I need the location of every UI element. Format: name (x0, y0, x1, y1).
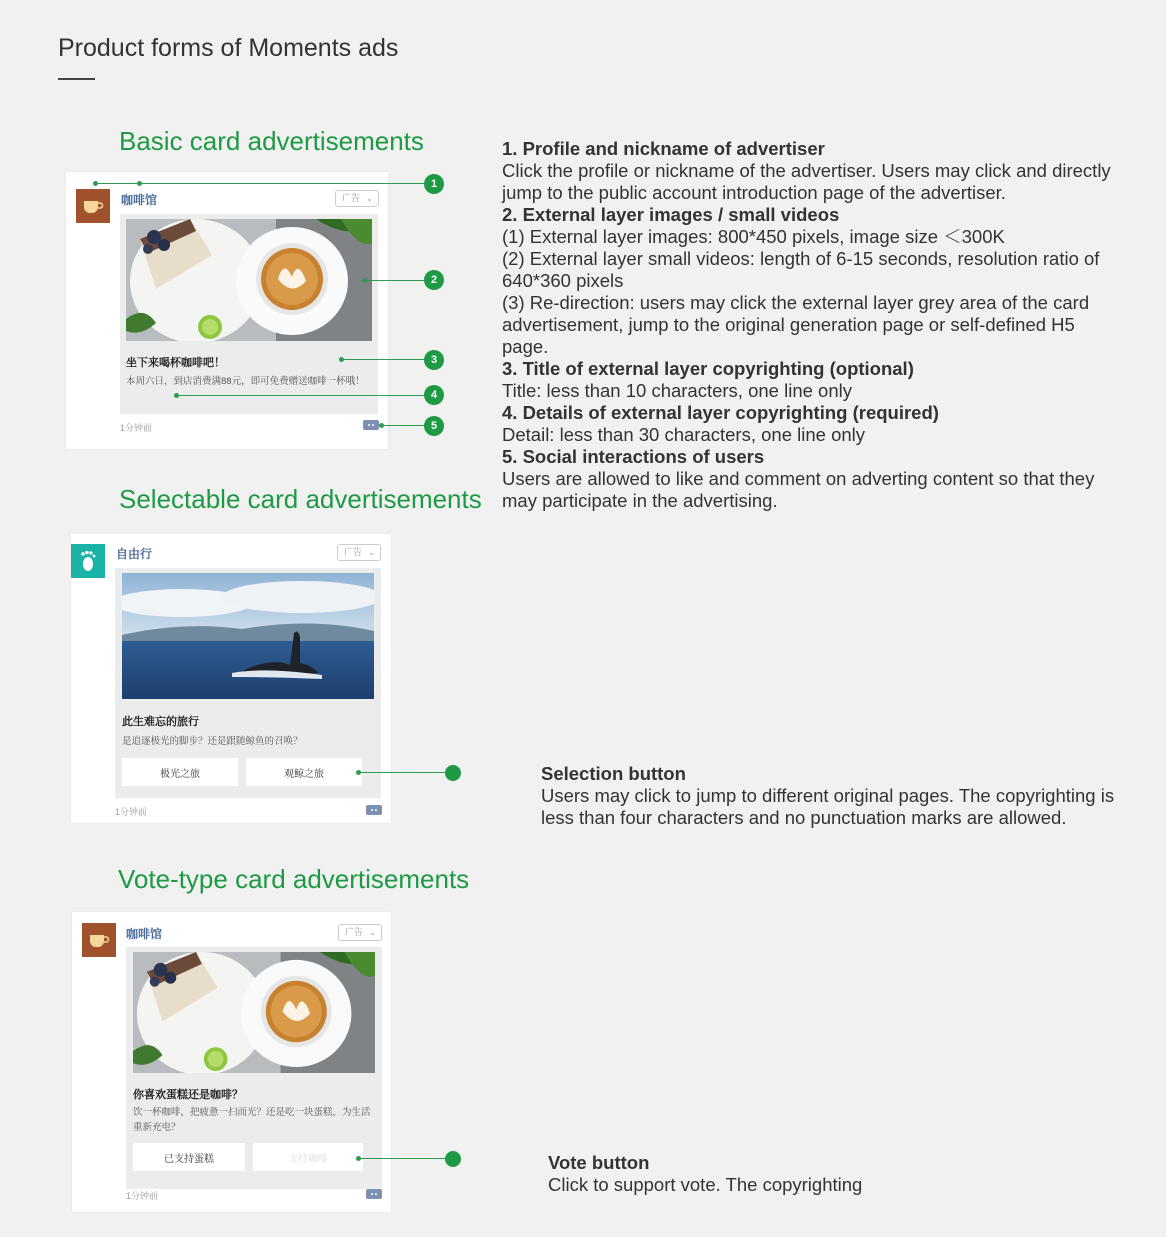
vote-button-note (548, 1152, 1108, 1196)
coffee-cup-icon (88, 932, 110, 948)
card-description: 本周六日，到店消费满88元，即可免费赠送咖啡一杯哦！ (126, 376, 365, 387)
selection-button-note (541, 763, 1116, 829)
card-description: 饮一杯咖啡，把疲惫一扫而光？还是吃一块蛋糕，为生活重新充电？ (133, 1107, 371, 1133)
ad-tag[interactable]: 广告 ⌄ (335, 190, 379, 207)
page-title: Product forms of Moments ads (58, 34, 399, 62)
item-3-text: Title: less than 10 characters, one line only (502, 380, 852, 401)
callout-line-4 (176, 395, 426, 396)
coffee-cup-icon (82, 198, 104, 214)
item-4-text: Detail: less than 30 characters, one line only (502, 424, 866, 445)
selection-note-heading: Selection button (541, 763, 686, 784)
vote-card-ad[interactable] (72, 912, 391, 1212)
item-2-heading: 2. External layer images / small videos (502, 204, 840, 225)
vote-note-heading: Vote button (548, 1152, 650, 1173)
vote-callout-line (358, 1158, 450, 1159)
option-button-aurora[interactable]: 极光之旅 (122, 758, 238, 786)
callout-number-4: 4 (424, 385, 444, 405)
ad-tag[interactable]: 广告 ⌄ (337, 544, 381, 561)
selection-callout-line (358, 772, 450, 773)
selection-callout-marker (445, 765, 461, 781)
post-time: 1分钟前 (120, 423, 153, 433)
comment-icon[interactable] (363, 420, 379, 430)
basic-card-heading: Basic card advertisements (119, 126, 424, 156)
footprint-icon (78, 550, 98, 572)
card-title: 你喜欢蛋糕还是咖啡？ (133, 1089, 243, 1101)
item-2-line-2: (2) External layer small videos: length of 6-15 seconds, resolution ratio of 640*360 pixels (502, 248, 1100, 291)
coffee-and-cake-photo[interactable] (133, 952, 375, 1073)
callout-number-1: 1 (424, 174, 444, 194)
callout-line-5 (381, 425, 426, 426)
chevron-down-icon: ⌄ (368, 548, 375, 557)
vote-callout-marker (445, 1151, 461, 1167)
chevron-down-icon: ⌄ (369, 928, 376, 937)
comment-icon[interactable] (366, 1189, 382, 1199)
item-5-heading: 5. Social interactions of users (502, 446, 765, 467)
item-2-line-1: (1) External layer images: 800*450 pixels, image size ＜300K (502, 226, 1005, 247)
vote-button-coffee[interactable]: 支持咖啡 (253, 1143, 363, 1171)
basic-card-description (502, 138, 1112, 512)
advertiser-avatar[interactable] (76, 189, 110, 223)
callout-line-1 (95, 183, 425, 184)
post-time: 1分钟前 (126, 1191, 159, 1201)
advertiser-nickname[interactable]: 自由行 (116, 547, 153, 561)
card-description: 是追逐极光的脚步？还是跟随鲸鱼的召唤？ (122, 736, 303, 747)
item-1-heading: 1. Profile and nickname of advertiser (502, 138, 825, 159)
selection-note-text: Users may click to jump to different original pages. The copyrighting is less than four characters and no punctuation marks are allowed. (541, 785, 1115, 828)
item-3-heading: 3. Title of external layer copyrighting (optional) (502, 358, 914, 379)
callout-line-3 (341, 359, 426, 360)
callout-line-2 (364, 280, 426, 281)
selectable-card-ad[interactable] (71, 534, 391, 823)
card-title: 坐下来喝杯咖啡吧！ (126, 357, 225, 369)
advertiser-nickname[interactable]: 咖啡馆 (121, 193, 158, 207)
card-title: 此生难忘的旅行 (122, 716, 199, 728)
selectable-card-heading: Selectable card advertisements (119, 484, 482, 514)
item-5-text: Users are allowed to like and comment on adverting content so that they may participate in the advertising. (502, 468, 1095, 511)
title-underline (58, 78, 95, 80)
callout-number-2: 2 (424, 270, 444, 290)
item-4-heading: 4. Details of external layer copyrighting (required) (502, 402, 939, 423)
coffee-and-cake-photo[interactable] (126, 219, 372, 341)
basic-card-ad[interactable] (66, 172, 388, 449)
ad-tag[interactable]: 广告 ⌄ (338, 924, 382, 941)
advertiser-avatar[interactable] (71, 544, 105, 578)
vote-button-cake[interactable]: 已支持蛋糕 (133, 1143, 245, 1171)
whale-ocean-photo[interactable] (122, 573, 374, 699)
chevron-down-icon: ⌄ (366, 194, 373, 203)
vote-card-heading: Vote-type card advertisements (118, 864, 470, 894)
vote-note-text: Click to support vote. The copyrighting (548, 1174, 863, 1195)
item-2-line-3: (3) Re-direction: users may click the external layer grey area of the card advertisement, jump to the original generation page or self-defined H5 page. (502, 292, 1090, 357)
callout-number-3: 3 (424, 350, 444, 370)
comment-icon[interactable] (366, 805, 382, 815)
option-button-whale[interactable]: 观鲸之旅 (246, 758, 362, 786)
callout-number-5: 5 (424, 416, 444, 436)
advertiser-nickname[interactable]: 咖啡馆 (126, 927, 163, 941)
item-1-text: Click the profile or nickname of the advertiser. Users may click and directly jump to the public account introduction page of the advertiser. (502, 160, 1111, 203)
advertiser-avatar[interactable] (82, 923, 116, 957)
post-time: 1分钟前 (115, 807, 148, 817)
